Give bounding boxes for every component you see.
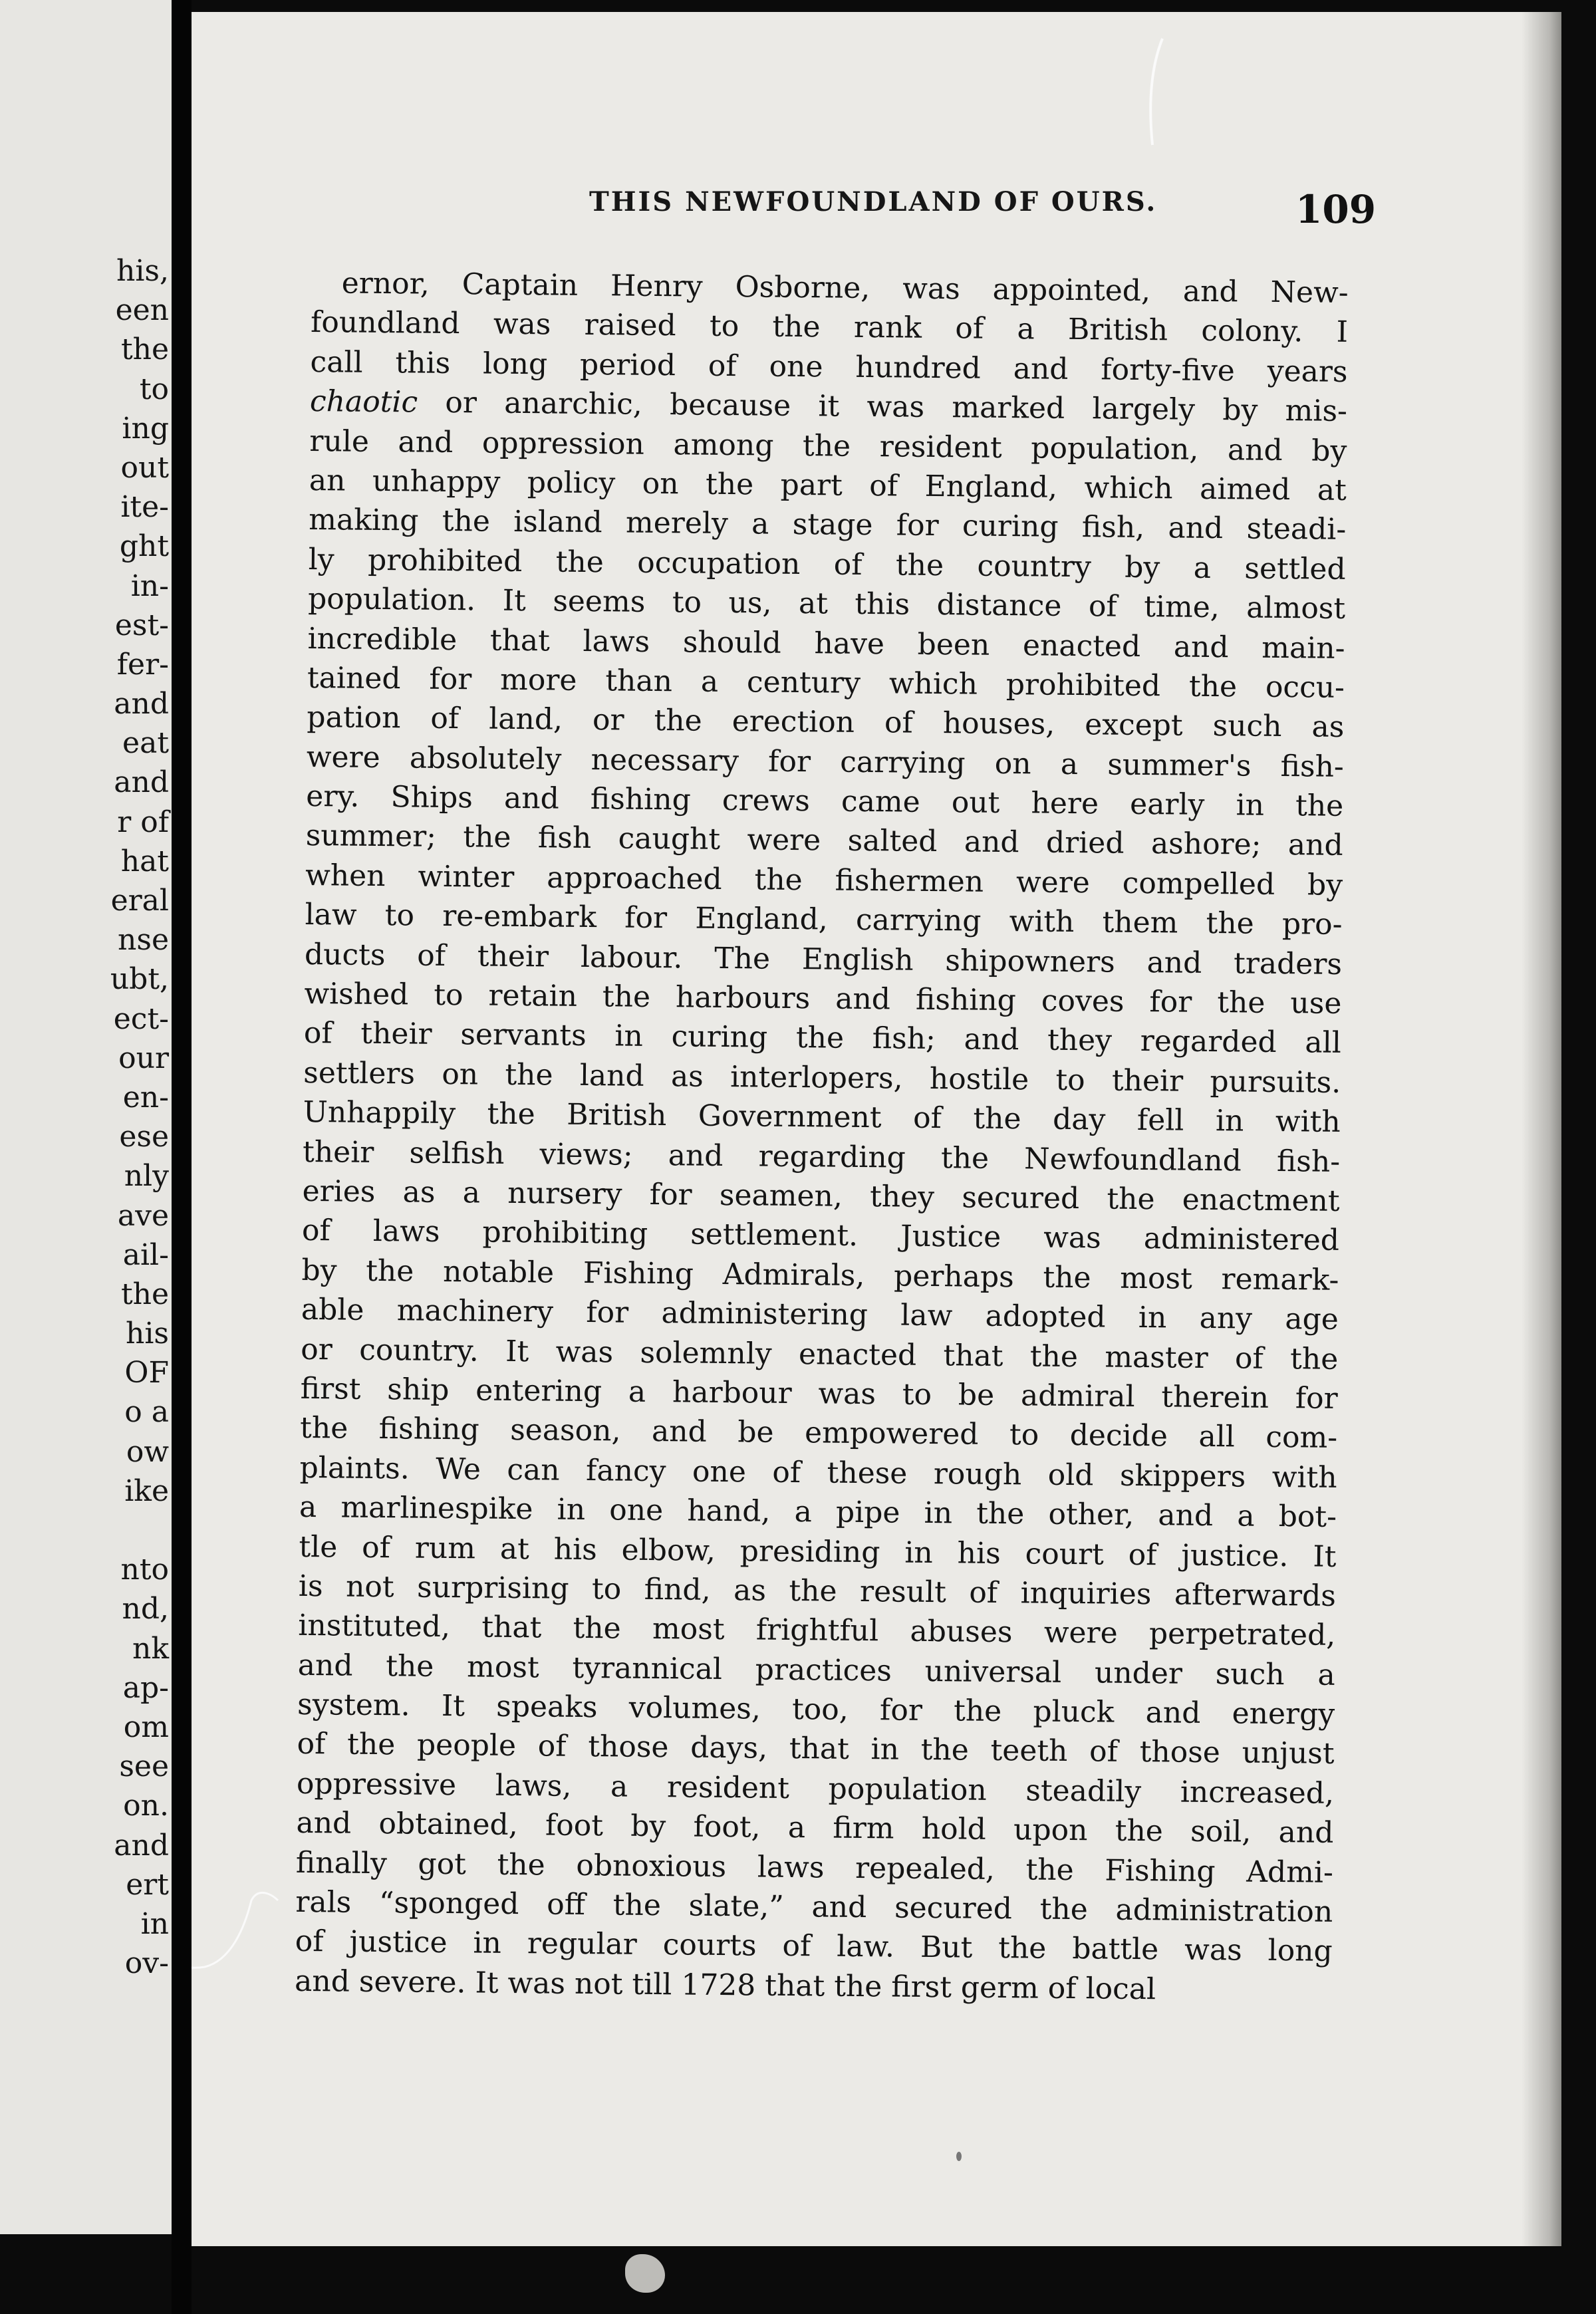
text-line: first ship entering a harbour was to be admiral therein for (300, 1371, 1338, 1416)
left-page-line-fragment: ow (126, 1434, 169, 1469)
left-page-line-fragment: hat (120, 844, 169, 878)
left-page-line-fragment: nd, (122, 1592, 169, 1626)
text-line: or country. It was solemnly enacted that the master of the (301, 1332, 1339, 1376)
left-page-line-fragment: see (119, 1749, 169, 1784)
left-page-line-fragment: ubt, (110, 962, 169, 997)
left-page-line-fragment: out (120, 450, 169, 485)
text-line: tained for more than a century which prohibited the occu- (307, 660, 1345, 705)
left-page-line-fragment: and (114, 687, 169, 721)
text-line: ernor, Captain Henry Osborne, was appointed, and New- (341, 266, 1349, 310)
left-page-line-fragment: ov- (124, 1946, 169, 1981)
text-line: population. It seems to us, at this distance of time, almost (307, 582, 1346, 626)
text-line: of the people of those days, that in the teeth of those unjust (297, 1727, 1335, 1771)
text-line: of their servants in curing the fish; and they regarded all (303, 1016, 1342, 1061)
left-page-line-fragment: en- (122, 1080, 169, 1114)
text-line: an unhappy policy on the part of England, which aimed at (309, 463, 1347, 507)
left-page-line-fragment: eat (122, 726, 169, 761)
text-line: ly prohibited the occupation of the country by a settled (308, 542, 1346, 586)
text-line: rals “sponged off the slate,” and secured the administration (295, 1884, 1333, 1929)
text-line: law to re-embark for England, carrying with them the pro- (305, 898, 1343, 942)
left-page-line-fragment: nto (120, 1553, 169, 1587)
left-page-line-fragment: to (139, 372, 169, 406)
left-page-line-fragment: our (118, 1041, 169, 1075)
text-line: settlers on the land as interlopers, hostile to their pursuits. (303, 1055, 1341, 1100)
left-page-line-fragment: ect- (113, 1001, 169, 1036)
text-line: making the island merely a stage for curing fish, and steadi- (309, 503, 1347, 547)
text-line: ducts of their labour. The English shipowners and traders (304, 937, 1343, 981)
text-line: plaints. We can fancy one of these rough old skippers with (299, 1450, 1337, 1495)
left-page-line-fragment: and (114, 1828, 169, 1863)
left-page-line-fragment: and (114, 765, 169, 800)
left-page-line-fragment: ese (119, 1120, 169, 1154)
text-line: foundland was raised to the rank of a British colony. I (310, 305, 1349, 350)
left-page-line-fragment: een (115, 293, 169, 328)
book-page (192, 12, 1561, 2246)
text-line: pation of land, or the erection of houses, except such as (307, 700, 1345, 745)
left-page-line-fragment: ite- (120, 490, 169, 525)
text-line: their selfish views; and regarding the Newfoundland fish- (302, 1134, 1341, 1179)
left-page-line-fragment: ing (122, 411, 169, 446)
left-page-line-fragment: in (140, 1906, 169, 1941)
left-page-line-fragment: in- (130, 569, 169, 603)
text-line: tle of rum at his elbow, presiding in his court of justice. It (299, 1529, 1337, 1574)
left-page-line-fragment: om (123, 1710, 169, 1744)
text-line: system. It speaks volumes, too, for the pluck and energy (297, 1687, 1335, 1732)
text-line: finally got the obnoxious laws repealed, the Fishing Admi- (295, 1845, 1334, 1890)
page-edge-shadow (1522, 12, 1561, 2246)
left-page-line-fragment: his, (116, 254, 169, 288)
running-head: THIS NEWFOUNDLAND OF OURS. (589, 186, 1158, 217)
text-line: eries as a nursery for seamen, they secured the enactment (302, 1174, 1340, 1218)
left-page-line-fragment: o a (124, 1395, 169, 1430)
text-line: a marlinespike in one hand, a pipe in the other, and a bot- (299, 1490, 1337, 1534)
text-line: were absolutely necessary for carrying on a summer's fish- (306, 739, 1345, 784)
left-page-line-fragment: his (126, 1317, 169, 1351)
left-page-line-fragment: ght (119, 529, 169, 564)
left-page-line-fragment: ail- (122, 1237, 169, 1272)
left-page-line-fragment: OF (124, 1356, 169, 1390)
left-page-line-fragment: ike (124, 1474, 169, 1508)
text-line: and the most tyrannical practices universal under such a (297, 1648, 1335, 1692)
text-line: Unhappily the British Government of the day fell in with (303, 1095, 1341, 1140)
text-line: the fishing season, and be empowered to decide all com- (299, 1411, 1338, 1456)
left-page-line-fragment: ert (126, 1867, 169, 1902)
page-number: 109 (1295, 187, 1377, 232)
text-line: and obtained, foot by foot, a firm hold upon the soil, and (296, 1806, 1334, 1851)
text-line: rule and oppression among the resident population, and by (309, 424, 1347, 468)
paper-blot (625, 2254, 665, 2293)
left-page-line-fragment: the (120, 1277, 169, 1311)
text-line: incredible that laws should have been enacted and main- (307, 621, 1345, 666)
text-line: able machinery for administering law adopted in any age (301, 1293, 1339, 1337)
left-page-line-fragment: nse (118, 923, 169, 958)
left-page-line-fragment: the (120, 332, 169, 367)
left-facing-page (0, 0, 172, 2234)
emphasis: chaotic (309, 384, 418, 420)
text-line: call this long period of one hundred and forty-five years (310, 344, 1348, 389)
left-page-line-fragment: on. (123, 1789, 169, 1823)
text-line: wished to retain the harbours and fishing coves for the use (304, 976, 1342, 1021)
text-line: instituted, that the most frightful abuses were perpetrated, (298, 1608, 1336, 1653)
text-line: is not surprising to find, as the result of inquiries afterwards (298, 1569, 1337, 1613)
text-line: when winter approached the fishermen were compelled by (305, 858, 1343, 902)
ink-speck (956, 2152, 962, 2161)
text-line: ery. Ships and fishing crews came out here early in the (306, 779, 1344, 824)
text-line: and severe. It was not till 1728 that the first germ of local (294, 1964, 1156, 2007)
left-page-line-fragment: est- (114, 608, 169, 642)
left-page-line-fragment: fer- (116, 647, 169, 682)
left-page-line-fragment: ave (117, 1198, 169, 1233)
left-page-line-fragment (0, 1511, 172, 1550)
book-gutter (172, 0, 192, 2314)
text-line: oppressive laws, a resident population steadily increased, (296, 1766, 1335, 1811)
left-page-line-fragment: r of (117, 805, 169, 839)
left-page-line-fragment: ap- (122, 1670, 169, 1705)
left-page-text-fragments (0, 251, 172, 1983)
text-line: of justice in regular courts of law. But the battle was long (295, 1924, 1333, 1969)
text-line: by the notable Fishing Admirals, perhaps the most remark- (301, 1253, 1339, 1297)
text-line: chaotic or anarchic, because it was marked largely by mis- (309, 384, 1348, 429)
body-text (295, 263, 1349, 2011)
left-page-line-fragment: nly (124, 1159, 169, 1194)
text-line: summer; the fish caught were salted and dried ashore; and (305, 819, 1343, 863)
text-line: of laws prohibiting settlement. Justice was administered (301, 1214, 1340, 1258)
left-page-line-fragment: eral (110, 884, 169, 918)
left-page-line-fragment: nk (132, 1631, 169, 1666)
